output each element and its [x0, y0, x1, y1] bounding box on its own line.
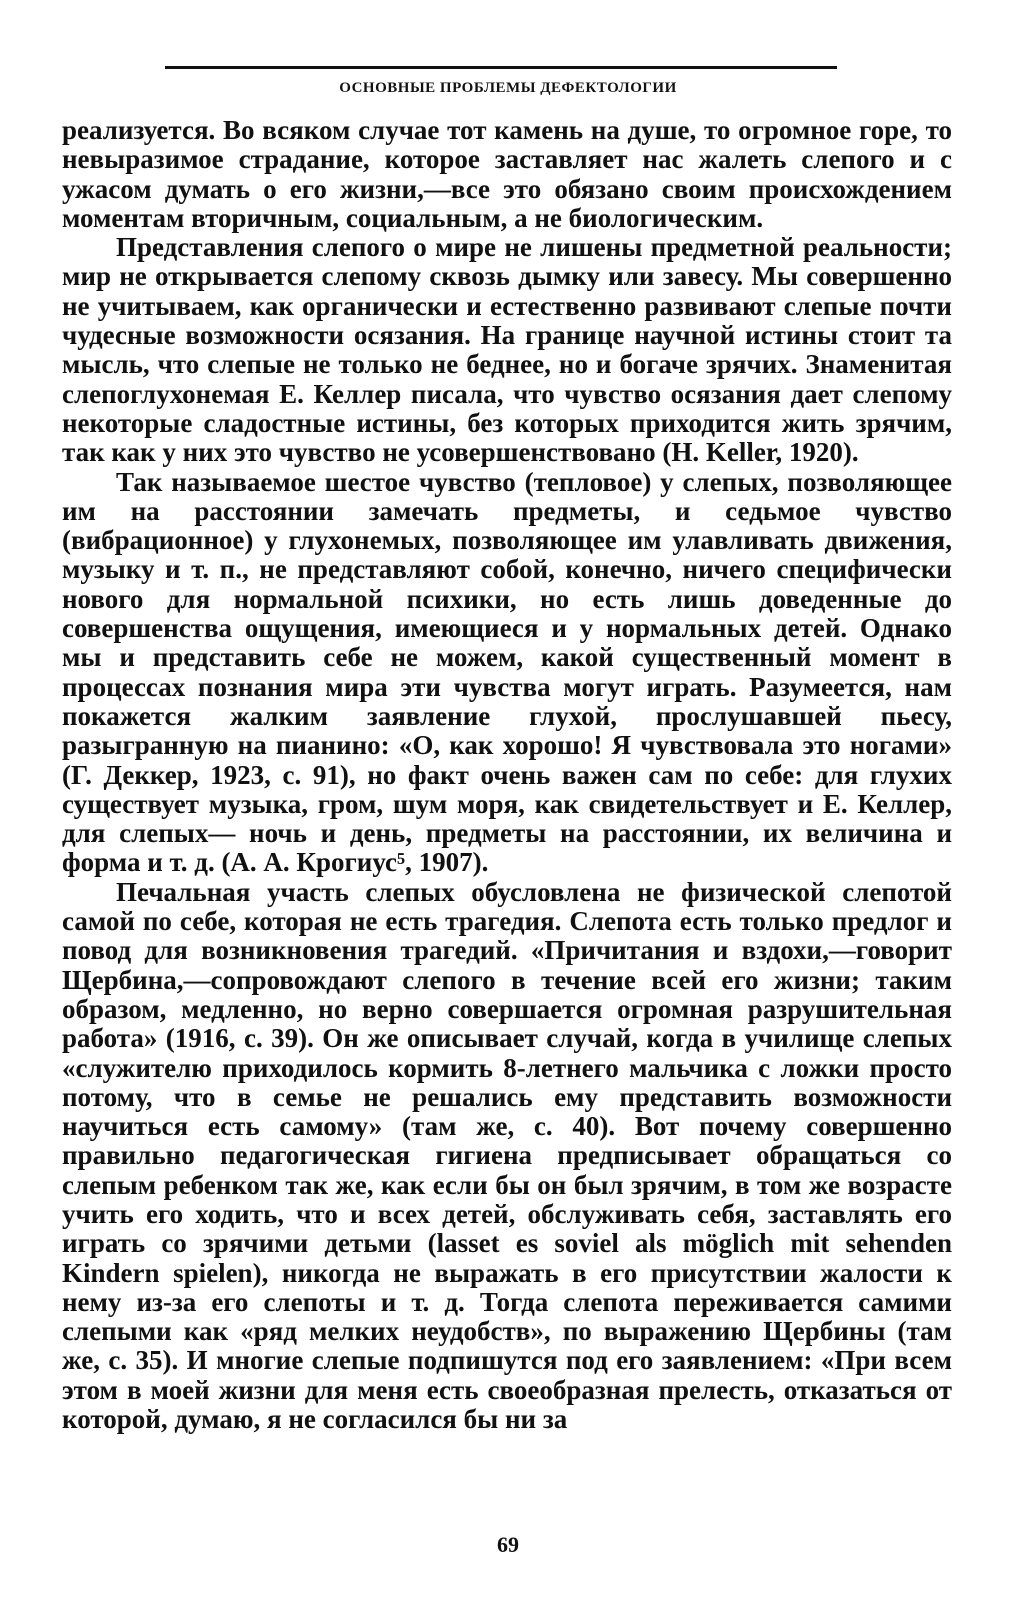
header-rule — [165, 66, 837, 69]
body-text — [62, 116, 952, 1434]
paragraph: Представления слепого о мире не лишены предметной реальности; мир не открывается слепому сквозь дымку или завесу. Мы совершенно не учитываем, как органически и естественно развивают слепые почти чудесные возможности осязания. На границе научной истины стоит та мысль, что слепые не только не беднее, но и богаче зрячих. Знаменитая слепоглухонемая Е. Келлер писала, что чувство осязания дает слепому некоторые сладостные истины, без которых приходится жить зрячим, так как у них это чувство не усовершенствовано (H. Keller, 1920). — [62, 232, 952, 468]
paragraph: реализуется. Во всяком случае тот камень на душе, то огромное горе, то невыразимое страдание, которое заставляет нас жалеть слепого и с ужасом думать о его жизни,—все это обязано своим происхождением моментам вторичным, социальным, а не биологическим. — [62, 115, 952, 233]
paragraph: Так называемое шестое чувство (тепловое) у слепых, позволяющее им на расстоянии замечать предметы, и седьмое чувство (вибрационное) у глухонемых, позволяющее им улавливать движения, музыку и т. п., не представляют собой, конечно, ничего специфически нового для нормальной психики, но есть лишь доведенные до совершенства ощущения, имеющиеся и у нормальных детей. Однако мы и представить себе не можем, какой существенный момент в процессах познания мира эти чувства могут играть. Разумеется, нам покажется жалким заявление глухой, прослушавшей пьесу, разыгранную на пианино: «О, как хорошо! Я чувствовала это ногами» (Г. Деккер, 1923, с. 91), но факт очень важен сам по себе: для глухих существует музыка, гром, шум моря, как свидетельствует и Е. Келлер, для слепых— ночь и день, предметы на расстоянии, их величина и форма и т. д. (А. А. Крогиус⁵, 1907). — [62, 466, 952, 878]
running-header: ОСНОВНЫЕ ПРОБЛЕМЫ ДЕФЕКТОЛОГИИ — [339, 80, 677, 96]
page-number: 69 — [497, 1532, 519, 1557]
paragraph: Печальная участь слепых обусловлена не физической слепотой самой по себе, которая не есть трагедия. Слепота есть только предлог и повод для возникновения трагедий. «Причитания и вздохи,—говорит Щербина,—сопровождают слепого в течение всей его жизни; таким образом, медленно, но верно совершается огромная разрушительная работа» (1916, с. 39). Он же описывает случай, когда в училище слепых «служителю приходилось кормить 8-летнего мальчика с ложки просто потому, что в семье не решались ему представить возможности научиться есть самому» (там же, с. 40). Вот почему совершенно правильно педагогическая гигиена предписывает обращаться со слепым ребенком так же, как если бы он был зрячим, в том же возрасте учить его ходить, что и всех детей, обслуживать себя, заставлять его играть со зрячими детьми (lasset es soviel als möglich mit sehenden Kindern spielen), никогда не выражать в его присутствии жалости к нему из-за его слепоты и т. д. Тогда слепота переживается самими слепыми как «ряд мелких неудобств», по выражению Щербины (там же, с. 35). И многие слепые подпишутся под его заявлением: «При всем этом в моей жизни для меня есть своеобразная прелесть, отказаться от которой, думаю, я не согласился бы ни за — [62, 876, 952, 1435]
